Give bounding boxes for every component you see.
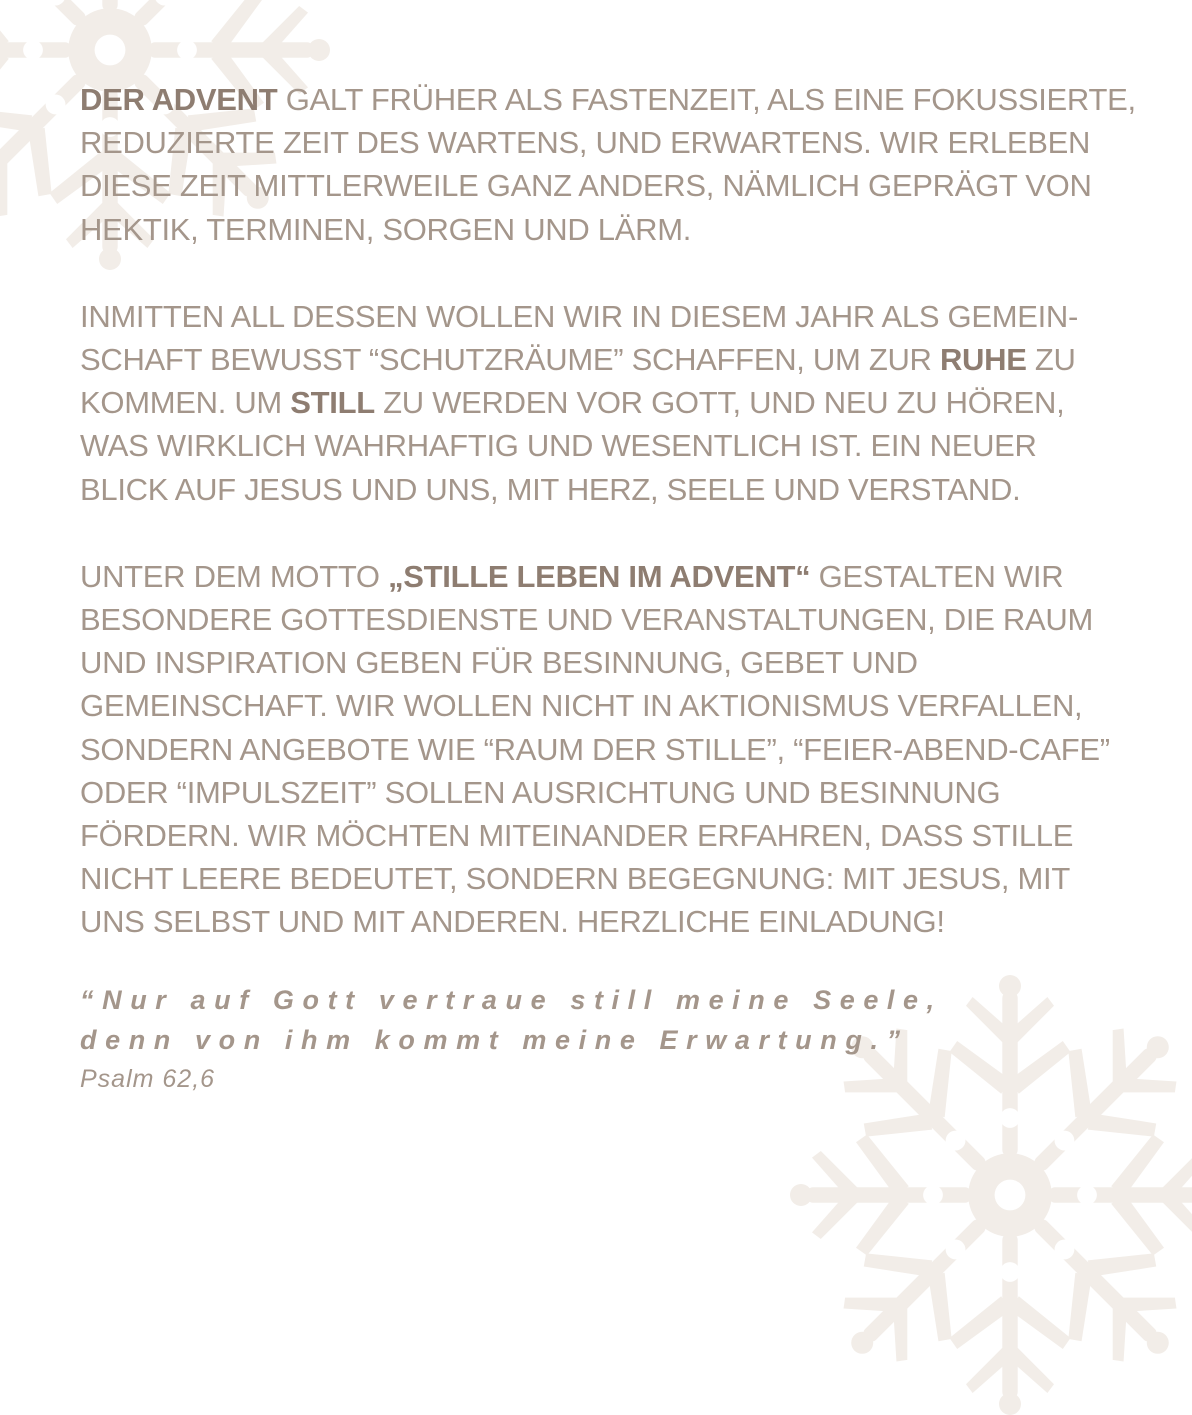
emphasis: RUHE <box>939 342 1027 378</box>
text-line: NICHT LEERE BEDEUTET, SONDERN BEGEGNUNG: MIT JESUS, MIT <box>80 861 1071 897</box>
text-fragment: SCHAFT BEWUSST “SCHUTZRÄUME” SCHAFFEN, UM ZUR <box>80 342 940 378</box>
text-line <box>80 78 1136 121</box>
text-line: GEMEINSCHAFT. WIR WOLLEN NICHT IN AKTIONISMUS VERFALLEN, <box>80 688 1083 724</box>
text-line: DIESE ZEIT MITTLERWEILE GANZ ANDERS, NÄMLICH GEPRÄGT VON <box>80 168 1092 204</box>
text-fragment: UNTER DEM MOTTO <box>80 558 389 594</box>
paragraph-intro <box>80 78 1136 251</box>
body-text <box>80 78 1136 988</box>
text-line: HEKTIK, TERMINEN, SORGEN UND LÄRM. <box>80 211 692 247</box>
text-line: UND INSPIRATION GEBEN FÜR BESINNUNG, GEBET UND <box>80 645 918 681</box>
emphasis: DER ADVENT <box>80 82 278 117</box>
text-line <box>80 381 1110 424</box>
text-line: WAS WIRKLICH WAHRHAFTIG UND WESENTLICH IST. EIN NEUER <box>80 428 1037 464</box>
paragraph-schutzraeume <box>80 295 1110 511</box>
quote-reference: Psalm 62,6 <box>80 1065 216 1093</box>
text-fragment: KOMMEN. UM <box>80 385 291 421</box>
text-fragment: GALT FRÜHER ALS FASTENZEIT, ALS EINE FOKUSSIERTE, <box>277 82 1136 117</box>
paragraph-motto <box>80 555 1110 944</box>
text-fragment: GESTALTEN WIR <box>810 558 1064 594</box>
text-line: INMITTEN ALL DESSEN WOLLEN WIR IN DIESEM JAHR ALS GEMEIN- <box>80 298 1079 334</box>
text-line <box>80 555 1110 598</box>
text-line <box>80 338 1110 381</box>
text-line: FÖRDERN. WIR MÖCHTEN MITEINANDER ERFAHREN, DASS STILLE <box>80 818 1074 854</box>
text-fragment: ZU <box>1026 342 1076 378</box>
emphasis: „STILLE LEBEN IM ADVENT“ <box>388 558 811 594</box>
text-line: SONDERN ANGEBOTE WIE “RAUM DER STILLE”, “FEIER-ABEND-CAFE” <box>80 731 1110 767</box>
text-line: BLICK AUF JESUS UND UNS, MIT HERZ, SEELE UND VERSTAND. <box>80 471 1021 507</box>
text-line: REDUZIERTE ZEIT DES WARTENS, UND ERWARTENS. WIR ERLEBEN <box>80 125 1091 161</box>
text-fragment: ZU WERDEN VOR GOTT, UND NEU ZU HÖREN, <box>374 385 1065 421</box>
quote-line: denn von ihm kommt meine Erwartung.” <box>80 1025 909 1055</box>
text-line: BESONDERE GOTTESDIENSTE UND VERANSTALTUNGEN, DIE RAUM <box>80 602 1093 638</box>
text-line: UNS SELBST UND MIT ANDEREN. HERZLICHE EINLADUNG! <box>80 904 945 940</box>
quote-line: “Nur auf Gott vertraue still meine Seele, <box>80 985 943 1015</box>
bible-quote <box>80 980 943 1096</box>
emphasis: STILL <box>290 385 375 421</box>
text-line: ODER “IMPULSZEIT” SOLLEN AUSRICHTUNG UND BESINNUNG <box>80 774 1001 810</box>
